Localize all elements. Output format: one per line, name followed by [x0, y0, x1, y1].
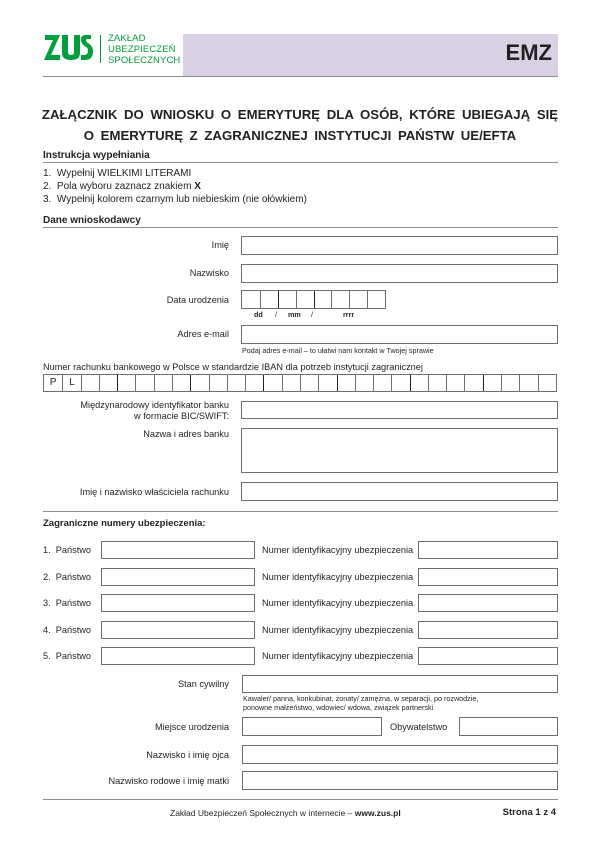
iban-digit-cell[interactable] — [373, 375, 391, 391]
first-name-field[interactable] — [241, 236, 558, 255]
iban-digit-cell[interactable] — [464, 375, 482, 391]
account-owner-label: Imię i nazwisko właściciela rachunku — [79, 487, 229, 497]
birth-date-field[interactable] — [241, 290, 386, 309]
iban-digit-cell[interactable] — [245, 375, 263, 391]
iban-digit-cell[interactable] — [519, 375, 537, 391]
bic-label — [80, 400, 229, 422]
section-divider — [43, 162, 558, 163]
iban-digit-cell[interactable] — [483, 375, 501, 391]
bank-name-address-field[interactable] — [241, 428, 558, 473]
iban-digit-cell[interactable] — [190, 375, 208, 391]
account-owner-field[interactable] — [241, 482, 558, 501]
birth-date-cell[interactable] — [278, 291, 296, 308]
iban-digit-cell[interactable] — [117, 375, 135, 391]
insurance-id-label: Numer identyfikacyjny ubezpieczenia — [262, 651, 414, 661]
instruction-item: 1. Wypełnij WIELKIMI LITERAMI — [43, 168, 192, 179]
iban-label: Numer rachunku bankowego w Polsce w standardzie IBAN dla potrzeb instytucji zagranicznej — [43, 362, 423, 372]
last-name-label: Nazwisko — [189, 268, 229, 278]
insurance-id-field[interactable] — [418, 594, 558, 612]
citizenship-field[interactable] — [459, 717, 558, 736]
country-row-label: 3. Państwo — [43, 598, 92, 608]
insurance-id-label: Numer identyfikacyjny ubezpieczenia — [262, 624, 414, 635]
section-divider — [43, 227, 558, 228]
mother-name-label: Nazwisko rodowe i imię matki — [108, 776, 229, 786]
logo-wordmark — [108, 33, 180, 66]
insurance-id-label: Numer identyfikacyjny ubezpieczenia — [262, 545, 414, 555]
instructions-list — [43, 167, 307, 206]
title-line-1: ZAŁĄCZNIK DO WNIOSKU O EMERYTURĘ DLA OSÓB, KTÓRE UBIEGAJĄ SIĘ — [41, 107, 559, 122]
date-format-sep: / — [311, 310, 313, 319]
birthplace-field[interactable] — [242, 717, 382, 736]
bic-label-line: w formacie BIC/SWIFT: — [134, 411, 229, 421]
marital-status-label: Stan cywilny — [177, 679, 229, 689]
iban-prefix-cell[interactable]: L — [62, 375, 80, 391]
birth-date-cell[interactable] — [314, 291, 332, 308]
footer-divider — [43, 799, 558, 800]
logo-line: SPOŁECZNYCH — [108, 55, 181, 66]
footer-link[interactable]: www.zus.pl — [354, 808, 401, 818]
instruction-item: 3. Wypełnij kolorem czarnym lub niebieskim (nie ołówkiem) — [43, 194, 307, 205]
iban-digit-cell[interactable] — [391, 375, 409, 391]
iban-digit-cell[interactable] — [172, 375, 190, 391]
birth-date-label: Data urodzenia — [166, 295, 229, 305]
email-field[interactable] — [241, 325, 558, 344]
marital-status-field[interactable] — [242, 675, 558, 693]
iban-digit-cell[interactable] — [410, 375, 428, 391]
citizenship-label: Obywatelstwo — [390, 722, 448, 732]
title-line-2: O EMERYTURĘ Z ZAGRANICZNEJ INSTYTUCJI PAŃSTW UE/EFTA — [83, 128, 517, 143]
birth-date-cell[interactable] — [242, 291, 260, 308]
country-field[interactable] — [101, 621, 255, 639]
logo-line: UBEZPIECZEŃ — [108, 44, 176, 55]
iban-digit-cell[interactable] — [99, 375, 117, 391]
iban-digit-cell[interactable] — [355, 375, 373, 391]
insurance-id-field[interactable] — [418, 647, 558, 665]
form-code: EMZ — [505, 40, 552, 65]
country-field[interactable] — [101, 594, 255, 612]
birth-date-cell[interactable] — [260, 291, 278, 308]
insurance-id-field[interactable] — [418, 541, 558, 559]
iban-digit-cell[interactable] — [81, 375, 99, 391]
country-row-label: 1. Państwo — [43, 545, 92, 555]
birth-date-cell[interactable] — [349, 291, 367, 308]
date-format-yyyy: rrrr — [343, 310, 355, 319]
date-format-dd: dd — [254, 310, 263, 319]
logo-divider — [100, 35, 101, 63]
mother-name-field[interactable] — [242, 771, 558, 790]
iban-digit-cell[interactable] — [428, 375, 446, 391]
email-label: Adres e-mail — [177, 329, 229, 339]
father-name-field[interactable] — [242, 745, 558, 764]
iban-digit-cell[interactable] — [318, 375, 336, 391]
country-field[interactable] — [101, 568, 255, 586]
footer-text — [170, 808, 401, 818]
iban-field[interactable] — [43, 374, 557, 392]
hint-line: Kawaler/ panna, konkubinat, żonaty/ zamężna, w separacji, po rozwodzie, — [243, 694, 479, 703]
header-band — [183, 34, 558, 77]
iban-digit-cell[interactable] — [337, 375, 355, 391]
birth-date-cell[interactable] — [331, 291, 349, 308]
iban-digit-cell[interactable] — [209, 375, 227, 391]
country-field[interactable] — [101, 647, 255, 665]
iban-digit-cell[interactable] — [538, 375, 556, 391]
iban-digit-cell[interactable] — [282, 375, 300, 391]
instructions-heading: Instrukcja wypełniania — [43, 150, 150, 161]
date-format-mm: mm — [288, 310, 301, 319]
insurance-id-field[interactable] — [418, 621, 558, 639]
iban-digit-cell[interactable] — [154, 375, 172, 391]
birth-date-cell[interactable] — [367, 291, 385, 308]
foreign-numbers-heading: Zagraniczne numery ubezpieczenia: — [43, 518, 206, 529]
marital-status-hint — [243, 694, 478, 712]
insurance-id-field[interactable] — [418, 568, 558, 586]
iban-prefix-cell[interactable]: P — [49, 377, 57, 388]
iban-digit-cell[interactable] — [300, 375, 318, 391]
father-name-label: Nazwisko i imię ojca — [146, 750, 229, 760]
birth-date-cell[interactable] — [296, 291, 314, 308]
instruction-item: 2. Pola wyboru zaznacz znakiem X — [43, 181, 201, 192]
country-row-label: 2. Państwo — [43, 571, 92, 582]
form-title — [30, 104, 570, 146]
applicant-heading: Dane wnioskodawcy — [43, 215, 141, 226]
header-divider — [43, 76, 558, 77]
insurance-id-label: Numer identyfikacyjny ubezpieczenia — [262, 571, 414, 582]
bic-field[interactable] — [241, 401, 558, 419]
iban-digit-cell[interactable] — [263, 375, 281, 391]
bank-name-label: Nazwa i adres banku — [143, 429, 229, 439]
first-name-label: Imię — [211, 240, 229, 250]
iban-digit-cell[interactable] — [227, 375, 245, 391]
country-field[interactable] — [101, 541, 255, 559]
last-name-field[interactable] — [241, 264, 558, 283]
iban-digit-cell[interactable] — [446, 375, 464, 391]
iban-digit-cell[interactable] — [501, 375, 519, 391]
country-row-label: 4. Państwo — [43, 624, 92, 635]
bic-label-line: Międzynarodowy identyfikator banku — [80, 400, 229, 410]
iban-digit-cell[interactable] — [135, 375, 153, 391]
footer-label: Zakład Ubezpieczeń Społecznych w internecie – — [170, 808, 355, 818]
email-hint: Podaj adres e-mail – to ułatwi nam kontakt w Twojej sprawie — [242, 346, 434, 355]
section-divider — [43, 511, 558, 512]
insurance-id-label: Numer identyfikacyjny ubezpieczenia — [262, 598, 414, 608]
hint-line: ponowne małżeństwo, wdowiec/ wdowa, związek partnerski — [243, 703, 434, 712]
zus-logo-mark — [43, 31, 93, 65]
page-number: Strona 1 z 4 — [502, 807, 556, 818]
birthplace-label: Miejsce urodzenia — [154, 722, 229, 732]
date-format-sep: / — [275, 310, 277, 319]
country-row-label: 5. Państwo — [43, 651, 92, 661]
logo-line: ZAKŁAD — [108, 33, 146, 44]
